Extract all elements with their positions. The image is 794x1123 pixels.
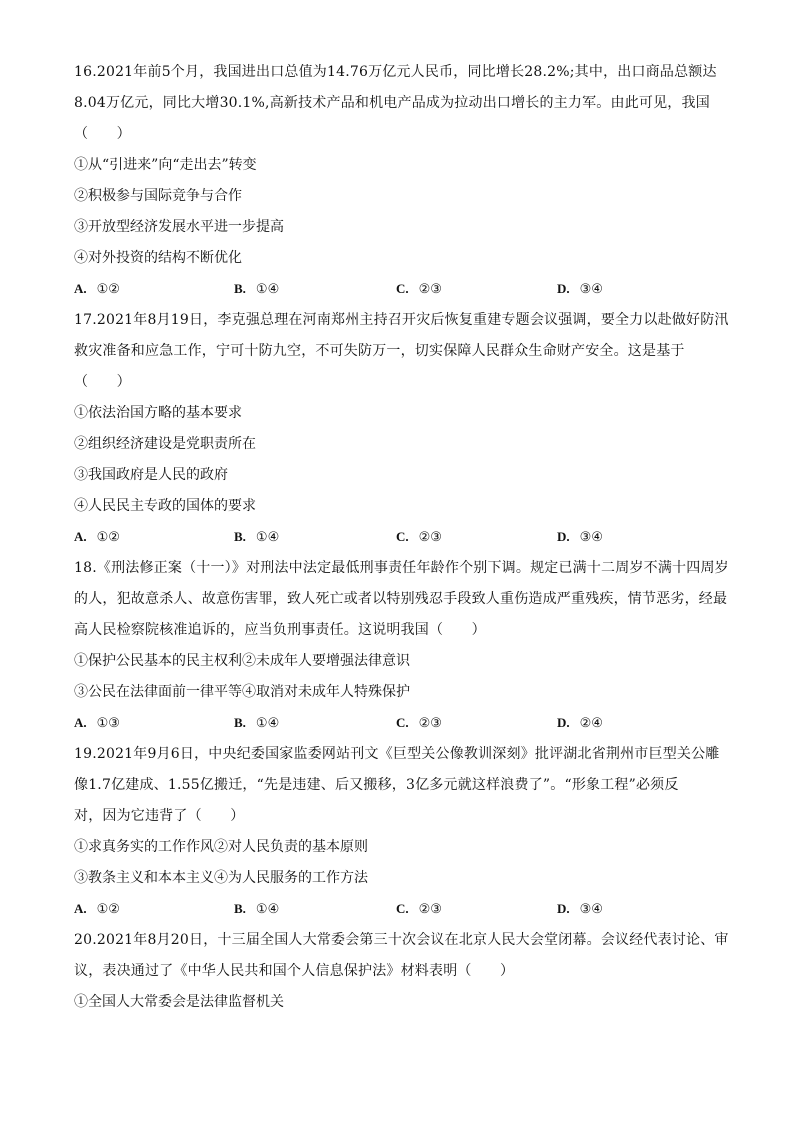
option-b[interactable]: B. ①④ <box>234 281 280 297</box>
question-17 <box>74 310 730 558</box>
options-row <box>74 713 730 744</box>
option-c[interactable]: C. ②③ <box>396 715 442 731</box>
question-stem-line: 像1.7亿建成、1.55亿搬迁，“先是违建、后又搬移，3亿多元就这样浪费了”。“形象工程”必须反 <box>74 777 679 793</box>
statement-item: ③教条主义和本本主义④为人民服务的工作方法 <box>74 870 368 886</box>
answer-blank: （ ） <box>74 126 131 142</box>
question-stem-line: 的人，犯故意杀人、故意伤害罪，致人死亡或者以特别残忍手段致人重伤造成严重残疾，情节恶劣，经最 <box>74 591 728 607</box>
option-b[interactable]: B. ①④ <box>234 529 280 545</box>
question-stem-line: 议，表决通过了《中华人民共和国个人信息保护法》材料表明（ ） <box>74 963 515 979</box>
question-stem-line: 高人民检察院核准追诉的，应当负刑事责任。这说明我国（ ） <box>74 622 486 638</box>
option-a[interactable]: A. ①② <box>74 281 120 297</box>
options-row <box>74 527 730 558</box>
question-stem-line: 救灾准备和应急工作，宁可十防九空，不可失防万一，切实保障人民群众生命财产安全。这是基于 <box>74 343 685 359</box>
question-stem-line: 8.04万亿元，同比大增30.1%,高新技术产品和机电产品成为拉动出口增长的主力军。由此可见，我国 <box>74 95 710 111</box>
statement-item: ①保护公民基本的民主权利②未成年人要增强法律意识 <box>74 653 410 669</box>
question-stem-line: 16.2021年前5个月，我国进出口总值为14.76万亿元人民币，同比增长28.2%;其中，出口商品总额达 <box>74 64 717 80</box>
statement-item: ③公民在法律面前一律平等④取消对未成年人特殊保护 <box>74 684 410 700</box>
question-stem-line: 20.2021年8月20日，十三届全国人大常委会第三十次会议在北京人民大会堂闭幕。会议经代表讨论、审 <box>74 932 729 948</box>
answer-blank: （ ） <box>74 374 131 390</box>
option-d[interactable]: D. ③④ <box>557 281 603 297</box>
option-d[interactable]: D. ③④ <box>557 901 603 917</box>
options-row <box>74 899 730 930</box>
question-18 <box>74 558 730 744</box>
statement-item: ①求真务实的工作作风②对人民负责的基本原则 <box>74 839 368 855</box>
question-19 <box>74 744 730 930</box>
option-a[interactable]: A. ①② <box>74 901 120 917</box>
option-c[interactable]: C. ②③ <box>396 281 442 297</box>
question-stem-line: 对，因为它违背了（ ） <box>74 808 245 824</box>
statement-item: ③开放型经济发展水平进一步提高 <box>74 219 284 235</box>
statement-item: ②积极参与国际竞争与合作 <box>74 188 242 204</box>
question-stem-line: 18.《刑法修正案（十一）》对刑法中法定最低刑事责任年龄作个别下调。规定已满十二周岁不满十四周岁 <box>74 560 729 576</box>
option-b[interactable]: B. ①④ <box>234 715 280 731</box>
options-row <box>74 279 730 310</box>
question-stem-line: 19.2021年9月6日，中央纪委国家监委网站刊文《巨型关公像教训深刻》批评湖北省荆州市巨型关公雕 <box>74 746 720 762</box>
statement-item: ③我国政府是人民的政府 <box>74 467 228 483</box>
question-20 <box>74 930 730 1023</box>
option-a[interactable]: A. ①③ <box>74 715 120 731</box>
option-d[interactable]: D. ③④ <box>557 529 603 545</box>
statement-item: ①全国人大常委会是法律监督机关 <box>74 994 284 1010</box>
option-b[interactable]: B. ①④ <box>234 901 280 917</box>
statement-item: ①依法治国方略的基本要求 <box>74 405 242 421</box>
statement-item: ①从“引进来”向“走出去”转变 <box>74 157 257 173</box>
option-a[interactable]: A. ①② <box>74 529 120 545</box>
question-stem-line: 17.2021年8月19日，李克强总理在河南郑州主持召开灾后恢复重建专题会议强调，要全力以赴做好防汛 <box>74 312 729 328</box>
exam-page <box>74 62 730 1023</box>
question-16 <box>74 62 730 310</box>
statement-item: ②组织经济建设是党职责所在 <box>74 436 256 452</box>
statement-item: ④对外投资的结构不断优化 <box>74 250 242 266</box>
statement-item: ④人民民主专政的国体的要求 <box>74 498 256 514</box>
option-c[interactable]: C. ②③ <box>396 901 442 917</box>
option-c[interactable]: C. ②③ <box>396 529 442 545</box>
option-d[interactable]: D. ②④ <box>557 715 603 731</box>
